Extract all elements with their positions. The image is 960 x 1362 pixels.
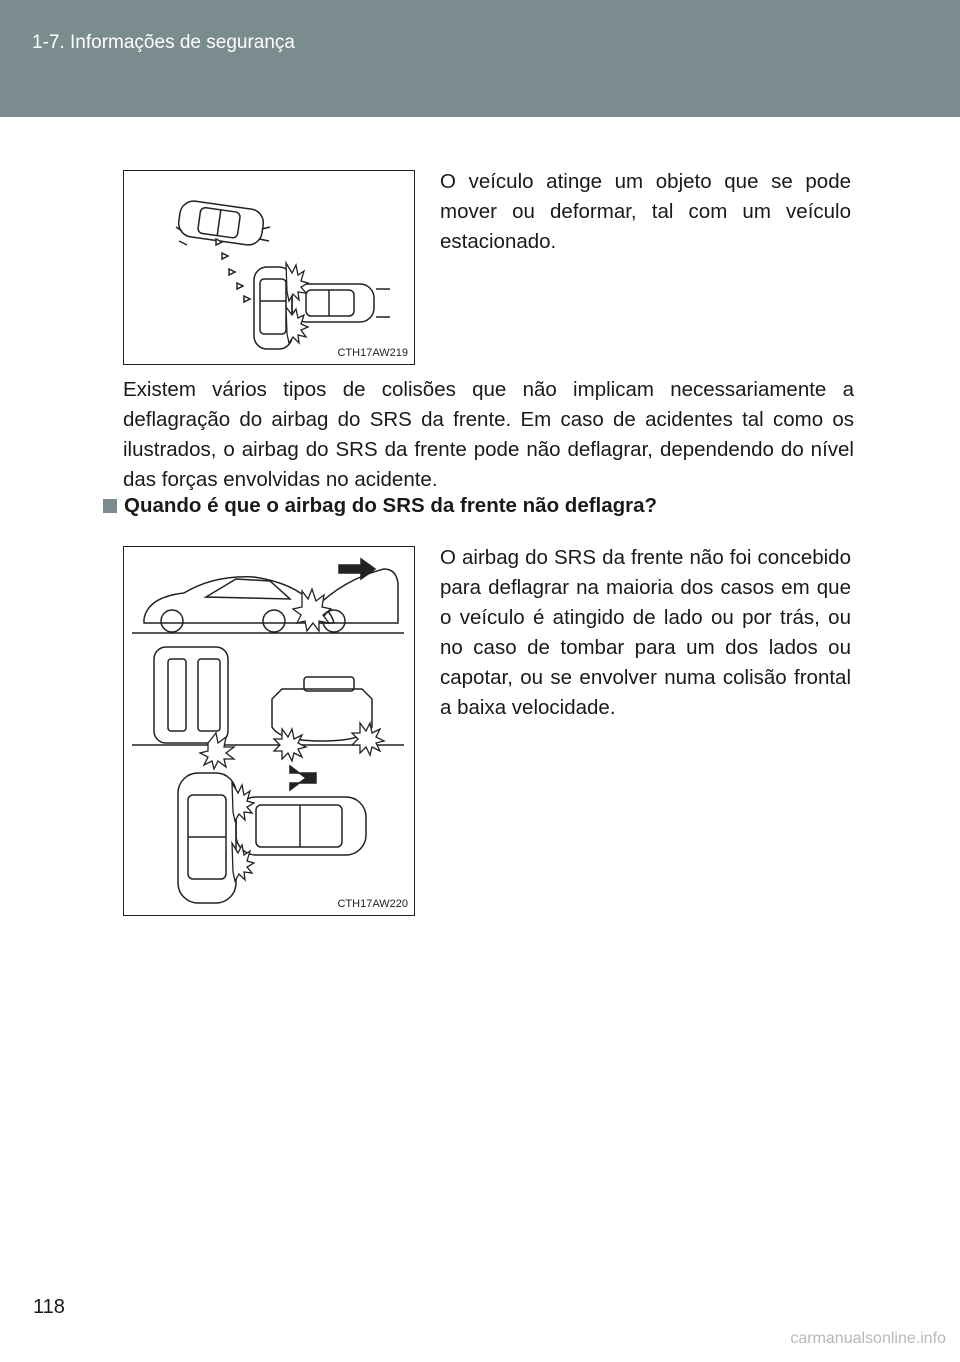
figure2-caption: O airbag do SRS da frente não foi concebido para deflagrar na maioria dos casos em que o veículo é atingido de lado ou por trás, ou no caso de tombar para um dos lados ou capotar, ou se envolver numa colisão frontal a baixa velocidade. — [440, 546, 851, 719]
section-heading-text: Quando é que o airbag do SRS da frente não deflagra? — [124, 494, 658, 517]
figure-parked-vehicle-collision — [123, 170, 415, 365]
collision-illustration-2 — [124, 547, 416, 917]
collision-illustration-1 — [124, 171, 416, 366]
chapter-header — [0, 0, 960, 117]
section-heading — [103, 494, 657, 518]
body-paragraph: Existem vários tipos de colisões que não implicam necessariamente a deflagração do airbag do SRS da frente. Em caso de acidentes tal como os ilustrados, o airbag do SRS da frente pode não deflagrar, dependendo do nível das forças envolvidas no acidente. — [123, 378, 854, 491]
figure1-caption: O veículo atinge um objeto que se pode mover ou deformar, tal com um veículo estacionado. — [440, 170, 851, 253]
watermark: carmanualsonline.info — [790, 1330, 946, 1347]
figure-code: CTH17AW220 — [337, 898, 408, 910]
figure-code: CTH17AW219 — [337, 347, 408, 359]
figure-non-deployment-cases — [123, 546, 415, 916]
heading-bullet-square — [103, 499, 117, 513]
page-number: 118 — [33, 1296, 65, 1318]
chapter-title: 1-7. Informações de segurança — [32, 32, 295, 53]
